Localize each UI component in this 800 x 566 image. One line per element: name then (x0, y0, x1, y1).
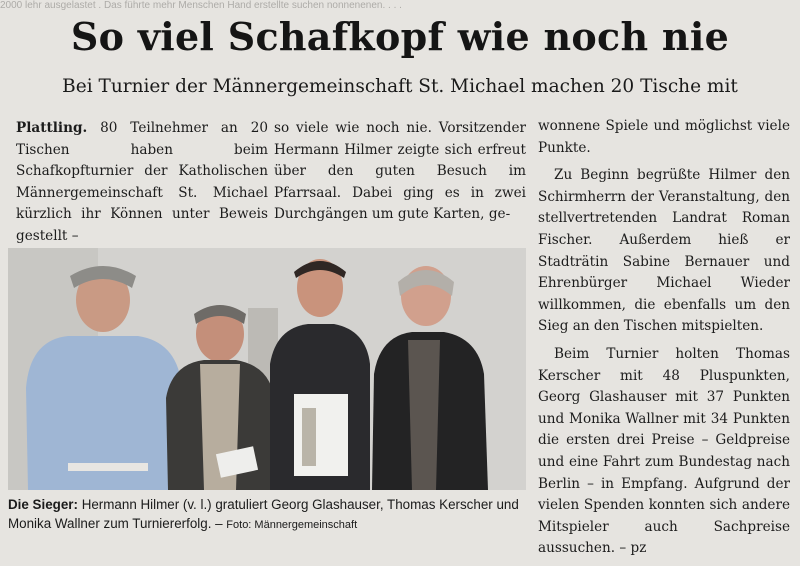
article-paragraph: Zu Beginn begrüßte Hilmer den Schirmherrn der Veranstaltung, den stellvertretenden Landrat Roman Fischer. Außerdem hieß er Stadträtin Sabine Bernauer und Ehrenbürger Michael Wieder willkommen, die ebenfalls um den Sieg an den Tischen mitspielten. (538, 167, 790, 335)
article-column-1 (16, 118, 268, 248)
winners-photo (8, 248, 526, 490)
headline: So viel Schafkopf wie noch nie (70, 14, 730, 59)
photo-caption (8, 495, 528, 535)
article-paragraph (16, 118, 268, 248)
article-paragraph: wonnene Spiele und möglichst viele Punkte. (538, 118, 790, 156)
winners-photo-illustration (8, 248, 526, 490)
caption-text: Hermann Hilmer (v. l.) gratuliert Georg Glashauser, Thomas Kerscher und Monika Wallner zum Turniererfolg. – (8, 497, 519, 531)
caption-lead: Die Sieger: (8, 497, 78, 512)
article-text: so viele wie noch nie. Vorsitzender Hermann Hilmer zeigte sich erfreut über den guten Besuch im Pfarrsaal. Dabei ging es in zwei Durchgängen um gute Karten, ge- (274, 120, 526, 223)
article-column-3 (538, 116, 790, 566)
article-column-2 (274, 118, 526, 226)
photo-credit: Foto: Männergemeinschaft (226, 519, 358, 531)
subheadline: Bei Turnier der Männergemeinschaft St. Michael machen 20 Tische mit (62, 76, 738, 97)
article-paragraph: Beim Turnier holten Thomas Kerscher mit 48 Pluspunkten, Georg Glashauser mit 37 Punkten und Monika Wallner mit 34 Punkten die ersten drei Preise – Geldpreise und eine Fahrt zum Bundestag nach Berlin – in Empfang. Aufgrund der vielen Spenden konnten sich andere Mitspieler auch Sachpreise aussuchen. – pz (538, 345, 790, 557)
article-text: 80 Teilnehmer an 20 Tischen haben beim Schafkopfturnier der Katholischen Männergemeinschaft St. Michael kürzlich ihr Können unter Beweis gestellt – (16, 120, 268, 244)
bleed-through-text: 2000 lehr ausgelastet . Das führte mehr Menschen Hand erstellte suchen nonnenenen. . . . (0, 0, 402, 11)
dateline: Plattling. (16, 120, 88, 136)
